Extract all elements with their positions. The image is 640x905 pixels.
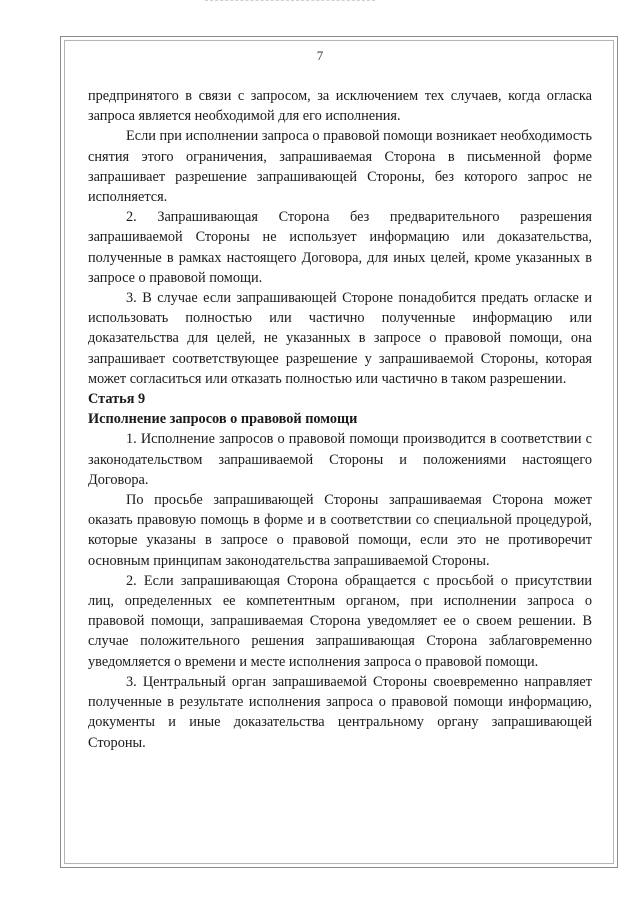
- paragraph-clause-2: 2. Если запрашивающая Сторона обращается с просьбой о присутствии лиц, определенных ее компетентным органом, при исполнении запроса о правовой помощи, запрашиваемая Сторона уведомляет ее о своем решении. В случае положительного решения запрашивающая Сторона заблаговременно уведомляется о времени и месте исполнения запроса о правовой помощи.: [88, 572, 592, 670]
- paragraph-clause-2: 2. Запрашивающая Сторона без предварительного разрешения запрашиваемой Стороны не использует информацию или доказательства, полученные в рамках настоящего Договора, для иных целей, кроме указанных в запросе о правовой помощи.: [88, 209, 592, 286]
- document-body: [88, 86, 592, 753]
- paragraph-continuation: предпринятого в связи с запросом, за исключением тех случаев, когда огласка запроса является необходимой для его исполнения.: [88, 88, 592, 125]
- paragraph: По просьбе запрашивающей Стороны запрашиваемая Сторона может оказать правовую помощь в форме и в соответствии со специальной процедурой, которые указаны в запросе о правовой помощи, если это не противоречит основным принципам законодательства запрашиваемой Стороны.: [88, 492, 592, 569]
- paragraph-clause-3: 3. Центральный орган запрашиваемой Стороны своевременно направляет полученные в результате исполнения запроса о правовой помощи информацию, документы и иные доказательства центральному органу запрашивающей Стороны.: [88, 673, 592, 751]
- article-number: Статья 9: [88, 391, 146, 408]
- paragraph-clause-3: 3. В случае если запрашивающей Стороне понадобится предать огласке и использовать полностью или частично полученные информацию или доказательства для целей, не указанных в запросе о правовой помощи, она запрашивает соответствующее разрешение у запрашиваемой Стороны, которая может согласиться или отказать полностью или частично в таком разрешении.: [88, 290, 592, 387]
- page-number: 7: [316, 48, 324, 63]
- paragraph-clause-1: 1. Исполнение запросов о правовой помощи производится в соответствии с законодательством запрашиваемой Стороны и положениями настоящего Договора.: [88, 431, 592, 488]
- article-title: Исполнение запросов о правовой помощи: [88, 411, 358, 428]
- scan-artifact: [205, 0, 375, 4]
- paragraph: Если при исполнении запроса о правовой помощи возникает необходимость снятия этого ограничения, запрашиваемая Сторона в письменной форме запрашивает разрешение запрашивающей Стороны, без которого запрос не исполняется.: [88, 128, 592, 206]
